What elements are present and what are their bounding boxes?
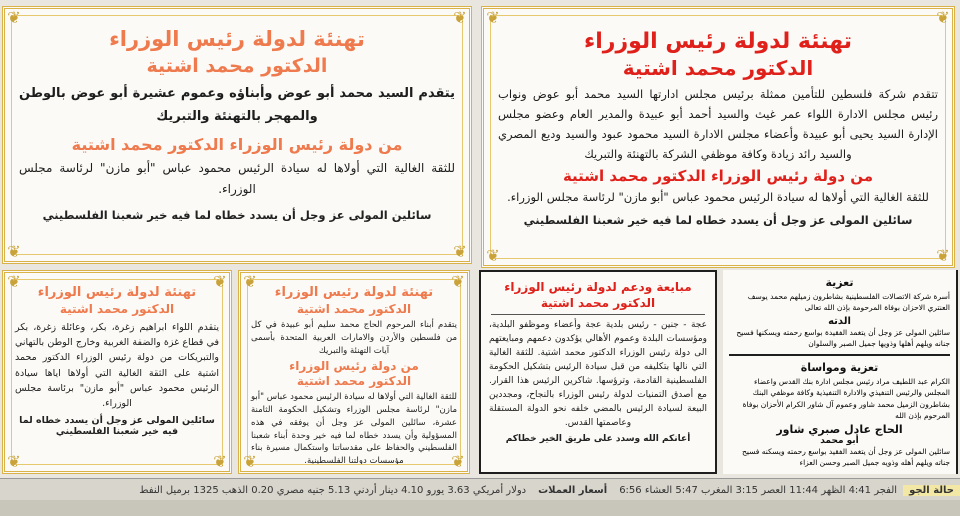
obit-body2: سائلين المولى عز وجل أن يتغمد الفقيدة بواسع رحمته ويسكنها فسيح جنانه ويلهم أهلها وذويها جميل الصبر والسلوان [736,327,950,348]
ad-closing: سائلين المولى عز وجل أن يسدد خطاه لما فيه خير شعبنا الفلسطيني [523,212,913,227]
ornament-icon: ❦ [453,8,467,27]
ad-title: تهنئة لدولة رئيس الوزراء [274,285,434,300]
ad-name2: الدكتور محمد اشتية [296,374,412,389]
ad-abu-obaida-congratulation [238,270,470,474]
ornament-icon: ❦ [7,452,21,471]
page-bottom-strip [0,500,960,516]
ad-name: الدكتور محمد اشتية [146,55,328,77]
obit-body: الكرام عبد اللطيف مراد رئيس مجلس ادارة بنك القدس واعضاء المجلس والرئيس التنفيذي والادارة التنفيذية وكافة موظفي البنك بشاطرون الزميل محمد شاور وعموم آل شاور الكرام الأحزان بوفاة المرحوم بإذن الله [742,377,950,420]
obit-deceased: الحاج عادل صبري شاور [776,423,903,436]
ad-body: يتقدم اللواء ابراهيم زغرة، بكر، وعائلة زغرة، بكر في قطاع غزة والضفة الغربية وخارج الوطن بالتهاني والتبريكات من دولة رئيس الوزراء الدكتور محمد اشتية على الثقة الغالية التي أولاها اياها سيادة الرئيس محمود عباس "أبو مازن" برئاسة مجلس الوزراء. [15,322,219,409]
obit-body2: سائلين المولى عز وجل أن يتغمد الفقيد بواسع رحمته ويسكنه فسيح جناته ويلهم أهله وذويه جميل الصبر وحسن العزاء [741,447,950,468]
ad-body2: للثقة الغالية التي أولاها له سيادة الرئيس محمود عباس "أبو مازن" لرئاسة مجلس الوزراء وتشكيل الحكومة الثامنة عشرة، سائلين المولى عز وجل أن يوفقه في هذه المسؤولية وأن يسدد خطاه لما فيه خير وحدة أبناء شعبنا الفلسطيني والحفاظ على مقدساتنا واستكمال مسيرة بناء مؤسسات دولتنا الفلسطينية. [251,392,457,466]
ad-frame [11,15,463,255]
ornament-icon: ❦ [453,242,467,261]
ad-frame [490,15,946,259]
ornament-icon: ❦ [243,452,257,471]
ornament-icon: ❦ [7,8,21,27]
obit-title: تعزية ومواساة [800,361,879,374]
currency-title: أسعار العملات [538,484,608,496]
ad-body: يتقدم السيد محمد أبو عوض وأبناؤه وعموم عشيرة أبو عوض بالوطن والمهجر بالتهنئة والتبريك [19,86,455,124]
ad-closing: سائلين المولى عز وجل أن يسدد خطاه لما فيه خير شعبنا الفلسطيني [19,415,215,438]
ornament-icon: ❦ [7,242,21,261]
ad-subtitle: من دولة رئيس الوزراء الدكتور محمد اشتية [562,166,874,185]
ad-body: تتقدم شركة فلسطين للتأمين ممثلة برئيس مجلس ادارتها السيد محمد أبو عوض ونواب رئيس مجلس الادارة اللواء عمر غيث والسيد أحمد أبو عبيدة والمدير العام وعضو مجلس الإدارة السيد يحيى أبو عبيدة وأعضاء مجلس الادارة السيد محمود عبود والسيد وديع المصري والسيد رائد زيادة وكافة موظفي الشركة بالتهنئة والتبريك [498,87,938,162]
divider [729,354,950,356]
ad-name: الدكتور محمد اشتية [540,296,656,310]
ornament-icon: ❦ [213,452,227,471]
weather-label: حالة الجو [903,485,960,496]
obituaries-column [723,270,958,474]
ad-zaghra-congratulation [2,270,232,474]
ad-name: الدكتور محمد اشتية [59,302,175,316]
ad-family-congratulation [2,6,472,264]
ad-subtitle: من دولة رئيس الوزراء [289,359,419,374]
ad-insurance-congratulation [481,6,955,268]
ad-body2: للثقة الغالية التي أولاها له سيادة الرئيس محمود عباس "أبو مازن" لرئاسة مجلس الوزراء. [507,189,929,204]
ornament-icon: ❦ [936,246,950,265]
ornament-icon: ❦ [486,246,500,265]
bottom-info-bar [0,478,960,501]
ornament-icon: ❦ [451,272,465,291]
ornament-icon: ❦ [243,272,257,291]
currency-rates: دولار أمريكي 3.63 يورو 4.10 دينار أردني 5.13 جنيه مصري 0.20 الذهب 1325 برميل النفط [139,484,527,496]
ad-frame [11,279,223,465]
obit-deceased: الدته [828,315,851,327]
ad-name: الدكتور محمد اشتية [296,302,412,316]
obit-relation: أبو محمد [820,436,859,446]
ad-ajja-support [479,270,717,474]
ad-subtitle: من دولة رئيس الوزراء الدكتور محمد اشتية [71,134,403,154]
ornament-icon: ❦ [486,8,500,27]
ad-body2: للثقة الغالية التي أولاها له سيادة الرئيس محمود عباس "أبو مازن" لرئاسة مجلس الوزراء. [19,160,455,196]
ad-title: تهنئة لدولة رئيس الوزراء [37,285,197,300]
ad-closing: سائلين المولى عز وجل أن يسدد خطاه لما فيه خير شعبنا الفلسطيني [42,207,432,222]
ad-name: الدكتور محمد اشتية [622,56,814,80]
ad-body: عجة - جنين - رئيس بلدية عجة وأعضاء وموظفو البلدية، ومؤسسات البلدة وعموم الأهالي يؤكدون دعمهم ومبايعتهم الى دولة رئيس الوزراء الدكتور محمد اشتية. للثقة الغالية التي نالها بتكليفه من قبل سيادة الرئيس بتشكيل الحكومة الفلسطينية القادمة، وترؤسها. شاكرين الرئيس هذا القرار. مع أصدق التمنيات لدولة رئيس الوزراء بالنجاح، ومجددين البيعة لسيادة الرئيس بالمضي خلفه نحو الدولة المستقلة وعاصمتها القدس. [489,320,707,428]
ad-title: تهنئة لدولة رئيس الوزراء [583,29,853,54]
prayer-times: الفجر 4:41 الظهر 11:44 العصر 3:15 المغرب 5:47 العشاء 6:56 [619,484,898,496]
ad-frame [247,279,461,465]
ad-closing: أعانكم الله وسدد على طريق الخير خطاكم [505,433,691,444]
obit-body: أسرة شركة الاتصالات الفلسطينية بشاطرون زميلهم محمد يوسف العنتري الاحزان بوفاة المرحومة بإذن الله تعالى [747,292,950,313]
ornament-icon: ❦ [213,272,227,291]
ad-title: مبايعة ودعم لدولة رئيس الوزراء [504,280,692,294]
ornament-icon: ❦ [7,272,21,291]
obit-title: تعزية [825,276,854,289]
ad-title: تهنئة لدولة رئيس الوزراء [109,27,365,51]
ornament-icon: ❦ [936,8,950,27]
ad-body: يتقدم أبناء المرحوم الحاج محمد سليم أبو عبيدة في كل من فلسطين والأردن والامارات العربية المتحدة بأسمى آيات التهنئة والتبريك [251,320,457,356]
divider [491,314,705,315]
ornament-icon: ❦ [451,452,465,471]
